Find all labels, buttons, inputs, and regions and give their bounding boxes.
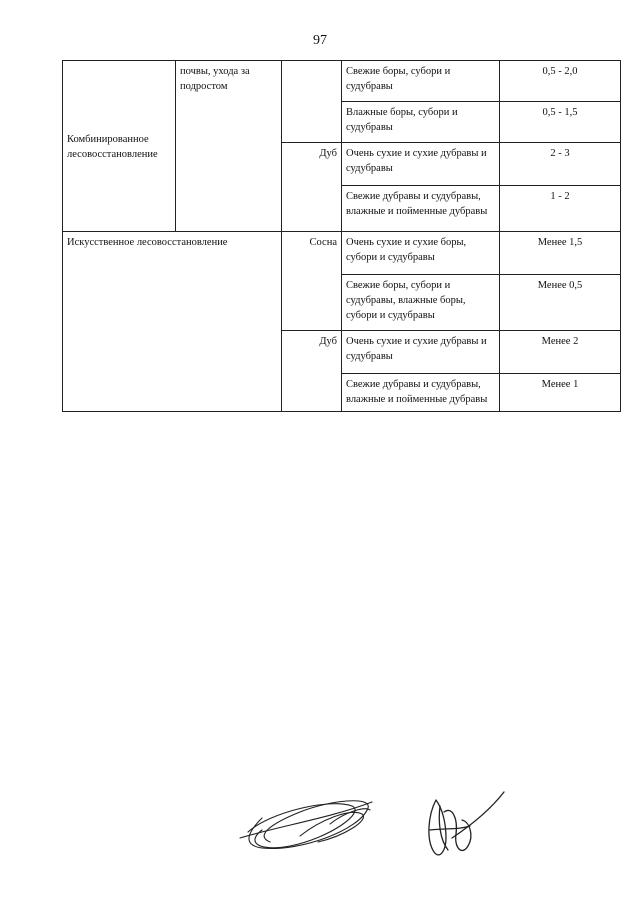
forest-type-cell: Очень сухие и сухие дубравы и судубравы xyxy=(342,331,500,374)
page-number: 97 xyxy=(313,33,327,48)
forest-type-cell: Влажные боры, субори и судубравы xyxy=(342,102,500,143)
table-row xyxy=(63,61,621,102)
value-cell: 0,5 - 2,0 xyxy=(500,61,621,102)
species-cell: Дуб xyxy=(282,143,342,232)
forest-type-cell: Очень сухие и сухие дубравы и судубравы xyxy=(342,143,500,186)
forest-type-cell: Свежие боры, субори и судубравы, влажные боры, субори и судубравы xyxy=(342,275,500,331)
value-cell: 0,5 - 1,5 xyxy=(500,102,621,143)
forest-type-cell: Свежие дубравы и судубравы, влажные и пойменные дубравы xyxy=(342,186,500,232)
regeneration-table xyxy=(62,60,621,412)
value-cell: 2 - 3 xyxy=(500,143,621,186)
value-cell: Менее 1,5 xyxy=(500,232,621,275)
species-cell xyxy=(282,61,342,143)
forest-type-cell: Очень сухие и сухие боры, субори и судубравы xyxy=(342,232,500,275)
signature-left xyxy=(240,801,372,849)
signature-right xyxy=(429,792,504,855)
value-cell: 1 - 2 xyxy=(500,186,621,232)
forest-type-cell: Свежие дубравы и судубравы, влажные и пойменные дубравы xyxy=(342,374,500,412)
method-note-cell: почвы, ухода за подростом xyxy=(176,61,282,232)
value-cell: Менее 0,5 xyxy=(500,275,621,331)
method-cell-combined: Комбинированное лесовосстановление xyxy=(63,61,176,232)
table-row xyxy=(63,232,621,275)
value-cell: Менее 2 xyxy=(500,331,621,374)
species-cell: Сосна xyxy=(282,232,342,331)
forest-type-cell: Свежие боры, субори и судубравы xyxy=(342,61,500,102)
value-cell: Менее 1 xyxy=(500,374,621,412)
species-cell: Дуб xyxy=(282,331,342,412)
method-cell-artificial: Искусственное лесовосстановление xyxy=(63,232,282,412)
